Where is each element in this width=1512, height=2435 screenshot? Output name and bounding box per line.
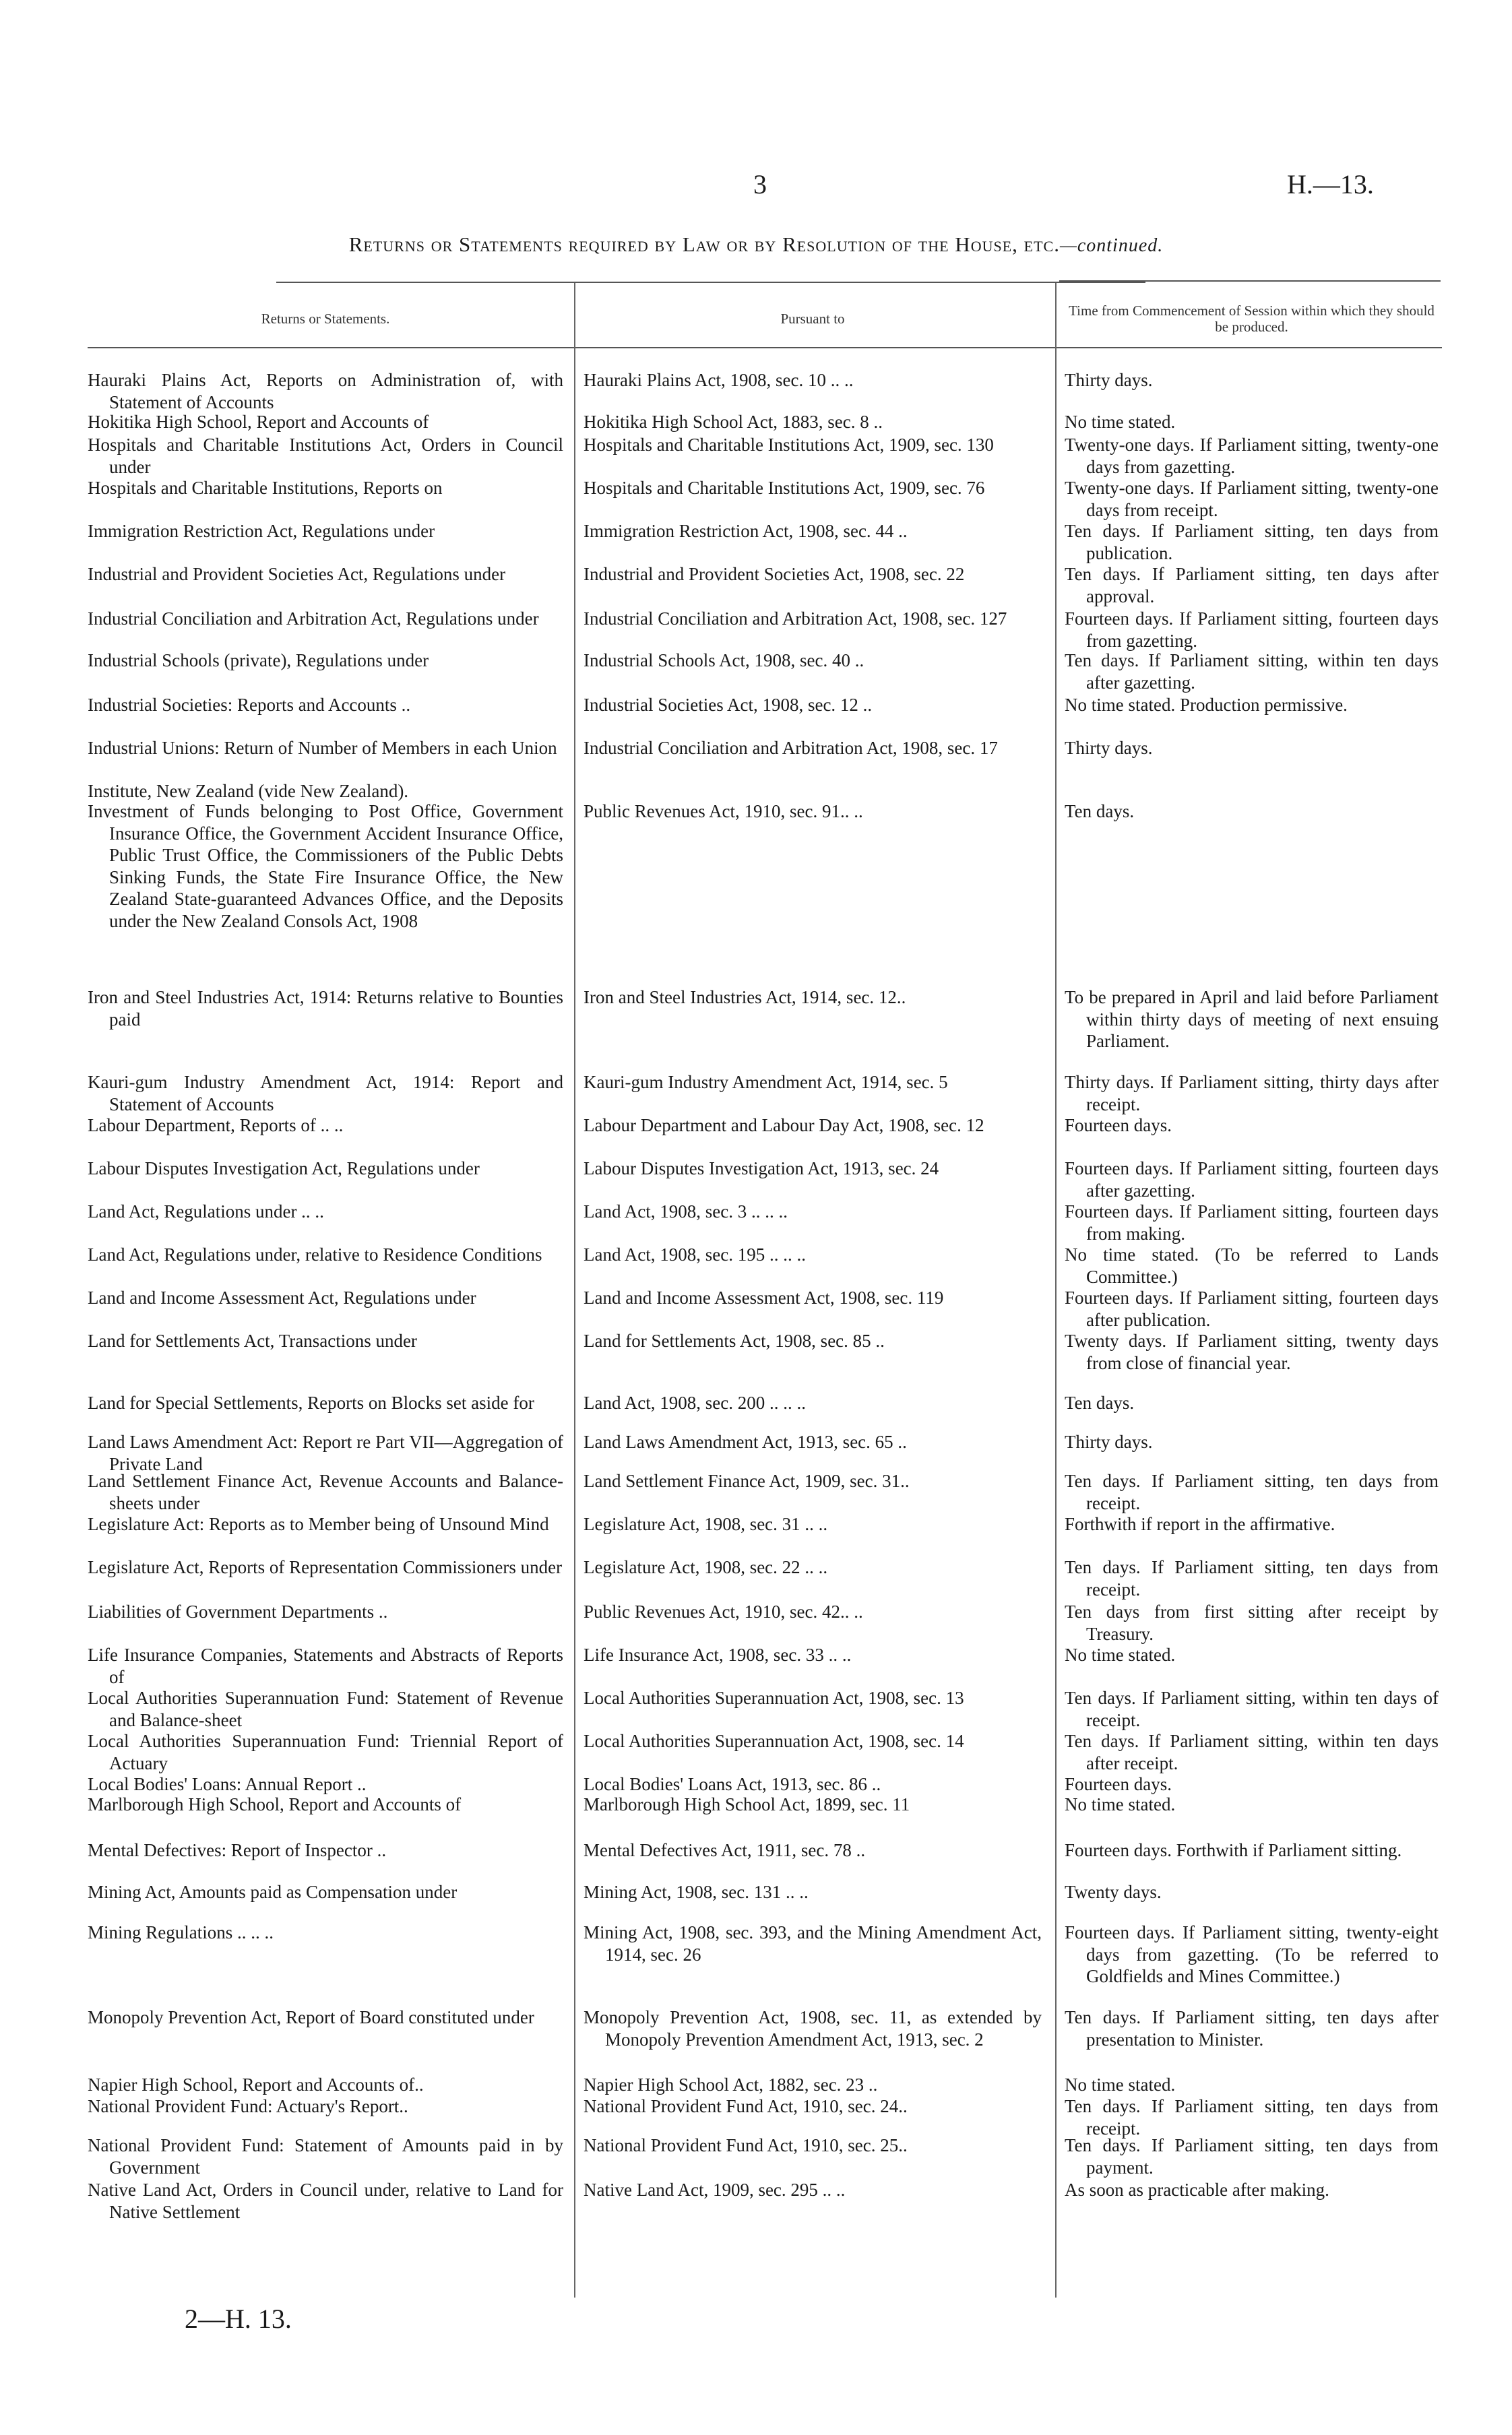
pursuant-cell-text: Local Authorities Superannuation Act, 1908, sec. 14 bbox=[584, 1731, 964, 1751]
time-cell bbox=[1065, 1730, 1443, 1774]
return-cell-text: Industrial Conciliation and Arbitration Act, Regulations under bbox=[88, 608, 539, 629]
pursuant-cell-text: Industrial Schools Act, 1908, sec. 40 .. bbox=[584, 650, 864, 670]
pursuant-cell bbox=[584, 1071, 1042, 1094]
column-header-returns: Returns or Statements. bbox=[261, 311, 390, 327]
header-bottom-rule bbox=[88, 347, 1442, 348]
return-cell-text: National Provident Fund: Statement of Amounts paid in by Government bbox=[88, 2135, 568, 2178]
pursuant-cell-text: Land Laws Amendment Act, 1913, sec. 65 .. bbox=[584, 1432, 907, 1452]
pursuant-cell-text: Industrial Conciliation and Arbitration Act, 1908, sec. 17 bbox=[584, 738, 998, 758]
return-cell bbox=[88, 1330, 563, 1352]
pursuant-cell bbox=[584, 1730, 1042, 1752]
pursuant-cell-text: Land Settlement Finance Act, 1909, sec. 31.. bbox=[584, 1471, 910, 1491]
pursuant-cell-text: Legislature Act, 1908, sec. 31 .. .. bbox=[584, 1514, 828, 1534]
time-cell bbox=[1065, 2074, 1439, 2096]
return-cell bbox=[88, 1114, 563, 1137]
pursuant-cell-text: Legislature Act, 1908, sec. 22 .. .. bbox=[584, 1557, 828, 1577]
pursuant-cell bbox=[584, 1556, 1042, 1579]
time-cell-text: Ten days. If Parliament sitting, ten days after presentation to Minister. bbox=[1065, 2007, 1443, 2050]
column-header-pursuant: Pursuant to bbox=[780, 311, 845, 327]
time-cell bbox=[1065, 1158, 1443, 1201]
return-cell bbox=[88, 1794, 563, 1816]
return-cell bbox=[88, 1244, 563, 1266]
time-cell-text: Fourteen days. bbox=[1065, 1774, 1172, 1794]
pursuant-cell-text: Local Authorities Superannuation Act, 1908, sec. 13 bbox=[584, 1688, 964, 1708]
pursuant-cell-text: Napier High School Act, 1882, sec. 23 .. bbox=[584, 2075, 878, 2095]
pursuant-cell bbox=[584, 986, 1042, 1009]
pursuant-cell-text: Industrial and Provident Societies Act, 1908, sec. 22 bbox=[584, 564, 965, 584]
time-cell-text: Thirty days. bbox=[1065, 1432, 1153, 1452]
return-cell bbox=[88, 2179, 568, 2223]
return-cell bbox=[88, 1839, 563, 1862]
time-cell bbox=[1065, 2134, 1443, 2178]
return-cell bbox=[88, 477, 563, 499]
return-cell-text: Hauraki Plains Act, Reports on Administration of, with Statement of Accounts bbox=[88, 370, 568, 412]
return-cell-text: Hospitals and Charitable Institutions, Reports on bbox=[88, 478, 443, 498]
pursuant-cell bbox=[584, 1392, 1042, 1414]
return-cell-text: Kauri-gum Industry Amendment Act, 1914: Report and Statement of Accounts bbox=[88, 1072, 568, 1114]
return-cell-text: Mining Act, Amounts paid as Compensation under bbox=[88, 1882, 458, 1902]
return-cell bbox=[88, 694, 563, 716]
return-cell-text: Hospitals and Charitable Institutions Act, Orders in Council under bbox=[88, 435, 568, 477]
return-cell bbox=[88, 1513, 563, 1536]
return-cell-text: Hokitika High School, Report and Accounts of bbox=[88, 412, 429, 432]
return-cell bbox=[88, 1071, 568, 1115]
return-cell-text: Marlborough High School, Report and Accounts of bbox=[88, 1794, 462, 1814]
pursuant-cell-text: Land for Settlements Act, 1908, sec. 85 .. bbox=[584, 1331, 885, 1351]
pursuant-cell-text: Iron and Steel Industries Act, 1914, sec. 12.. bbox=[584, 987, 906, 1007]
time-cell-text: Ten days. If Parliament sitting, ten days from receipt. bbox=[1065, 1557, 1443, 1600]
pursuant-cell bbox=[584, 1114, 1042, 1137]
time-cell-text: Ten days. If Parliament sitting, ten days from payment. bbox=[1065, 2135, 1443, 2178]
return-cell-text: Land for Settlements Act, Transactions under bbox=[88, 1331, 417, 1351]
pursuant-cell-text: Mining Act, 1908, sec. 131 .. .. bbox=[584, 1882, 809, 1902]
pursuant-cell bbox=[584, 1687, 1042, 1709]
pursuant-cell-text: Hospitals and Charitable Institutions Act, 1909, sec. 130 bbox=[584, 435, 994, 455]
time-cell bbox=[1065, 1839, 1439, 1862]
return-cell-text: Native Land Act, Orders in Council under, relative to Land for Native Settlement bbox=[88, 2180, 568, 2222]
pursuant-cell bbox=[584, 520, 1042, 542]
return-cell bbox=[88, 1730, 567, 1774]
column-header-time: Time from Commencement of Session within which they should be produced. bbox=[1069, 303, 1435, 335]
time-cell-text: Twenty days. bbox=[1065, 1882, 1162, 1902]
column-divider-1 bbox=[574, 283, 575, 2298]
time-cell-text: No time stated. (To be referred to Lands Committee.) bbox=[1065, 1244, 1443, 1287]
pursuant-cell bbox=[584, 434, 1042, 456]
return-cell bbox=[88, 780, 563, 802]
time-cell bbox=[1065, 1244, 1443, 1288]
return-cell-text: Life Insurance Companies, Statements and Abstracts of Reports of bbox=[88, 1645, 568, 1687]
return-cell-text: Napier High School, Report and Accounts of.. bbox=[88, 2075, 424, 2095]
time-cell bbox=[1065, 1794, 1439, 1816]
time-cell-text: No time stated. bbox=[1065, 2075, 1176, 2095]
time-cell bbox=[1065, 1922, 1443, 1988]
pursuant-cell bbox=[584, 1773, 1042, 1796]
time-cell bbox=[1065, 650, 1443, 693]
return-cell bbox=[88, 608, 563, 630]
time-cell bbox=[1065, 563, 1443, 607]
return-cell-text: Legislature Act: Reports as to Member being of Unsound Mind bbox=[88, 1514, 549, 1534]
time-cell-text: Twenty-one days. If Parliament sitting, twenty-one days from receipt. bbox=[1065, 478, 1443, 520]
pursuant-cell-text: National Provident Fund Act, 1910, sec. 25.. bbox=[584, 2135, 908, 2155]
pursuant-cell bbox=[584, 650, 1042, 672]
time-cell-text: No time stated. Production permissive. bbox=[1065, 695, 1348, 715]
time-cell bbox=[1065, 1601, 1443, 1645]
pursuant-cell bbox=[584, 2179, 1042, 2201]
time-cell-text: Ten days. If Parliament sitting, within ten days after receipt. bbox=[1065, 1731, 1443, 1773]
return-cell bbox=[88, 1392, 563, 1414]
return-cell-text: Local Bodies' Loans: Annual Report .. bbox=[88, 1774, 367, 1794]
header-top-rule bbox=[276, 282, 1145, 283]
pursuant-cell-text: Marlborough High School Act, 1899, sec. 11 bbox=[584, 1794, 910, 1814]
pursuant-cell bbox=[584, 1794, 1042, 1816]
time-cell bbox=[1065, 800, 1439, 823]
time-cell bbox=[1065, 411, 1439, 433]
time-cell-text: Ten days. bbox=[1065, 801, 1135, 821]
time-cell bbox=[1065, 608, 1443, 652]
return-cell-text: Industrial Societies: Reports and Accounts .. bbox=[88, 695, 411, 715]
time-cell-text: Twenty-one days. If Parliament sitting, twenty-one days from gazetting. bbox=[1065, 435, 1443, 477]
time-cell-text: Fourteen days. If Parliament sitting, fourteen days from gazetting. bbox=[1065, 608, 1443, 651]
time-cell bbox=[1065, 2179, 1439, 2201]
time-cell-text: Ten days. If Parliament sitting, ten days from publication. bbox=[1065, 521, 1443, 563]
return-cell bbox=[88, 1601, 563, 1623]
time-cell-text: Ten days. If Parliament sitting, within ten days of receipt. bbox=[1065, 1688, 1443, 1730]
time-cell-text: Fourteen days. If Parliament sitting, fourteen days after gazetting. bbox=[1065, 1158, 1443, 1201]
pursuant-cell bbox=[584, 1470, 1042, 1492]
pursuant-cell bbox=[584, 2006, 1046, 2050]
pursuant-cell bbox=[584, 694, 1042, 716]
return-cell-text: Iron and Steel Industries Act, 1914: Returns relative to Bounties paid bbox=[88, 987, 568, 1030]
time-cell bbox=[1065, 1071, 1443, 1115]
return-cell bbox=[88, 650, 563, 672]
time-cell bbox=[1065, 2095, 1443, 2139]
pursuant-cell-text: Local Bodies' Loans Act, 1913, sec. 86 .. bbox=[584, 1774, 881, 1794]
title-continued: —continued. bbox=[1059, 235, 1164, 256]
pursuant-cell bbox=[584, 1158, 1042, 1180]
time-cell-text: Thirty days. bbox=[1065, 370, 1153, 390]
time-cell bbox=[1065, 1556, 1443, 1600]
pursuant-cell-text: Land Act, 1908, sec. 3 .. .. .. bbox=[584, 1201, 788, 1222]
page-number: 3 bbox=[753, 169, 767, 199]
return-cell bbox=[88, 563, 563, 586]
return-cell-text: Institute, New Zealand (vide New Zealand). bbox=[88, 781, 409, 801]
time-cell-text: To be prepared in April and laid before Parliament within thirty days of meeting of next ensuing Parliament. bbox=[1065, 987, 1443, 1051]
return-cell-text: Liabilities of Government Departments .. bbox=[88, 1602, 388, 1622]
return-cell-text: Land Act, Regulations under .. .. bbox=[88, 1201, 324, 1222]
pursuant-cell bbox=[584, 369, 1042, 391]
return-cell bbox=[88, 434, 568, 478]
pursuant-cell bbox=[584, 1922, 1046, 1965]
return-cell bbox=[88, 411, 563, 433]
header-top-rule-right bbox=[1059, 280, 1441, 282]
time-cell-text: No time stated. bbox=[1065, 1794, 1176, 1814]
return-cell-text: Land and Income Assessment Act, Regulations under bbox=[88, 1288, 476, 1308]
time-cell-text: Fourteen days. If Parliament sitting, fourteen days after publication. bbox=[1065, 1288, 1443, 1330]
time-cell bbox=[1065, 434, 1443, 478]
time-cell bbox=[1065, 1881, 1439, 1903]
time-cell-text: Fourteen days. If Parliament sitting, fourteen days from making. bbox=[1065, 1201, 1443, 1244]
time-cell bbox=[1065, 1513, 1439, 1536]
time-cell bbox=[1065, 1287, 1443, 1331]
time-cell bbox=[1065, 1773, 1439, 1796]
return-cell bbox=[88, 1431, 568, 1475]
return-cell-text: Industrial Schools (private), Regulations under bbox=[88, 650, 429, 670]
time-cell-text: Ten days from first sitting after receipt by Treasury. bbox=[1065, 1602, 1443, 1644]
time-cell-text: Twenty days. If Parliament sitting, twenty days from close of financial year. bbox=[1065, 1331, 1443, 1373]
pursuant-cell-text: Monopoly Prevention Act, 1908, sec. 11, as extended by Monopoly Prevention Amendment Act, 1913, sec. 2 bbox=[584, 2007, 1046, 2050]
pursuant-cell-text: Industrial Societies Act, 1908, sec. 12 .. bbox=[584, 695, 873, 715]
pursuant-cell bbox=[584, 2095, 1042, 2118]
return-cell bbox=[88, 2006, 563, 2029]
pursuant-cell bbox=[584, 1244, 1042, 1266]
pursuant-cell bbox=[584, 1881, 1042, 1903]
pursuant-cell bbox=[584, 1839, 1042, 1862]
time-cell-text: Ten days. bbox=[1065, 1393, 1135, 1413]
pursuant-cell-text: Hauraki Plains Act, 1908, sec. 10 .. .. bbox=[584, 370, 854, 390]
pursuant-cell bbox=[584, 1330, 1042, 1352]
time-cell bbox=[1065, 1431, 1439, 1453]
return-cell-text: Land Laws Amendment Act: Report re Part VII—Aggregation of Private Land bbox=[88, 1432, 568, 1474]
return-cell bbox=[88, 1773, 563, 1796]
pursuant-cell bbox=[584, 2134, 1042, 2157]
return-cell-text: Investment of Funds belonging to Post Office, Government Insurance Office, the Government Accident Insurance Office, Public Trust Office, the Commissioners of the Public Debts Sinking Funds, the State Fire Insurance Office, the New Zealand State-guaranteed Advances Office, and the Deposits under the New Zealand Consols Act, 1908 bbox=[88, 801, 568, 931]
pursuant-cell-text: Hokitika High School Act, 1883, sec. 8 .. bbox=[584, 412, 883, 432]
table-title bbox=[0, 232, 1512, 257]
return-cell bbox=[88, 1687, 568, 1731]
pursuant-cell-text: Mental Defectives Act, 1911, sec. 78 .. bbox=[584, 1840, 866, 1860]
return-cell-text: Industrial and Provident Societies Act, Regulations under bbox=[88, 564, 506, 584]
return-cell bbox=[88, 1158, 563, 1180]
document-reference: H.—13. bbox=[1287, 169, 1374, 199]
return-cell-text: Immigration Restriction Act, Regulations under bbox=[88, 521, 435, 541]
return-cell-text: Labour Department, Reports of .. .. bbox=[88, 1115, 344, 1135]
pursuant-cell bbox=[584, 1513, 1042, 1536]
return-cell bbox=[88, 1644, 568, 1688]
time-cell bbox=[1065, 986, 1443, 1052]
pursuant-cell bbox=[584, 563, 1042, 586]
pursuant-cell bbox=[584, 477, 1042, 499]
pursuant-cell-text: Labour Disputes Investigation Act, 1913, sec. 24 bbox=[584, 1158, 939, 1178]
return-cell-text: Land for Special Settlements, Reports on Blocks set aside for bbox=[88, 1393, 534, 1413]
pursuant-cell-text: Mining Act, 1908, sec. 393, and the Mining Amendment Act, 1914, sec. 26 bbox=[584, 1922, 1046, 1965]
return-cell-text: Industrial Unions: Return of Number of Members in each Union bbox=[88, 738, 557, 758]
pursuant-cell-text: Land Act, 1908, sec. 195 .. .. .. bbox=[584, 1244, 806, 1265]
column-divider-2 bbox=[1055, 283, 1057, 2298]
pursuant-cell bbox=[584, 2074, 1042, 2096]
time-cell-text: Ten days. If Parliament sitting, ten days from receipt. bbox=[1065, 1471, 1443, 1513]
pursuant-cell bbox=[584, 1644, 1042, 1666]
pursuant-cell bbox=[584, 1601, 1042, 1623]
pursuant-cell-text: Land Act, 1908, sec. 200 .. .. .. bbox=[584, 1393, 806, 1413]
time-cell bbox=[1065, 694, 1439, 716]
time-cell bbox=[1065, 1644, 1439, 1666]
time-cell bbox=[1065, 1687, 1443, 1731]
time-cell bbox=[1065, 737, 1439, 759]
time-cell-text: Thirty days. bbox=[1065, 738, 1153, 758]
return-cell bbox=[88, 2095, 563, 2118]
time-cell bbox=[1065, 1470, 1443, 1514]
pursuant-cell-text: National Provident Fund Act, 1910, sec. 24.. bbox=[584, 2096, 908, 2116]
pursuant-cell-text: Land and Income Assessment Act, 1908, sec. 119 bbox=[584, 1288, 944, 1308]
page-footer: 2—H. 13. bbox=[185, 2304, 292, 2334]
title-main: Returns or Statements required by Law or by Resolution of the House, etc. bbox=[348, 232, 1060, 256]
time-cell-text: Ten days. If Parliament sitting, within ten days after gazetting. bbox=[1065, 650, 1443, 693]
return-cell bbox=[88, 986, 568, 1030]
return-cell bbox=[88, 1922, 563, 1944]
pursuant-cell bbox=[584, 800, 1042, 823]
return-cell-text: Local Authorities Superannuation Fund: Statement of Revenue and Balance-sheet bbox=[88, 1688, 568, 1730]
return-cell-text: Mental Defectives: Report of Inspector .. bbox=[88, 1840, 387, 1860]
pursuant-cell-text: Public Revenues Act, 1910, sec. 91.. .. bbox=[584, 801, 863, 821]
time-cell-text: No time stated. bbox=[1065, 1645, 1176, 1665]
pursuant-cell-text: Industrial Conciliation and Arbitration Act, 1908, sec. 127 bbox=[584, 608, 1007, 629]
pursuant-cell-text: Kauri-gum Industry Amendment Act, 1914, sec. 5 bbox=[584, 1072, 948, 1092]
time-cell bbox=[1065, 1392, 1439, 1414]
pursuant-cell bbox=[584, 1431, 1042, 1453]
return-cell-text: Mining Regulations .. .. .. bbox=[88, 1922, 274, 1942]
time-cell bbox=[1065, 2006, 1443, 2050]
time-cell-text: Fourteen days. bbox=[1065, 1115, 1172, 1135]
time-cell bbox=[1065, 1201, 1443, 1244]
return-cell-text: Monopoly Prevention Act, Report of Board constituted under bbox=[88, 2007, 534, 2027]
time-cell-text: Forthwith if report in the affirmative. bbox=[1065, 1514, 1335, 1534]
return-cell bbox=[88, 1470, 563, 1514]
pursuant-cell bbox=[584, 737, 1042, 759]
time-cell-text: No time stated. bbox=[1065, 412, 1176, 432]
return-cell-text: Legislature Act, Reports of Representation Commissioners under bbox=[88, 1557, 563, 1577]
time-cell-text: Thirty days. If Parliament sitting, thirty days after receipt. bbox=[1065, 1072, 1443, 1114]
return-cell-text: Land Act, Regulations under, relative to Residence Conditions bbox=[88, 1244, 542, 1265]
return-cell bbox=[88, 369, 568, 413]
time-cell-text: Ten days. If Parliament sitting, ten days after approval. bbox=[1065, 564, 1443, 606]
return-cell-text: National Provident Fund: Actuary's Report.. bbox=[88, 2096, 408, 2116]
return-cell-text: Labour Disputes Investigation Act, Regulations under bbox=[88, 1158, 480, 1178]
return-cell bbox=[88, 2134, 568, 2178]
time-cell bbox=[1065, 477, 1443, 521]
time-cell bbox=[1065, 1330, 1443, 1374]
return-cell bbox=[88, 520, 563, 542]
return-cell bbox=[88, 1287, 563, 1309]
time-cell-text: Ten days. If Parliament sitting, ten days from receipt. bbox=[1065, 2096, 1443, 2139]
pursuant-cell-text: Hospitals and Charitable Institutions Act, 1909, sec. 76 bbox=[584, 478, 985, 498]
time-cell-text: Fourteen days. If Parliament sitting, twenty-eight days from gazetting. (To be referred to Goldfields and Mines Committee.) bbox=[1065, 1922, 1443, 1986]
return-cell-text: Local Authorities Superannuation Fund: Triennial Report of Actuary bbox=[88, 1731, 567, 1773]
pursuant-cell bbox=[584, 608, 1042, 630]
return-cell bbox=[88, 2074, 563, 2096]
time-cell-text: Fourteen days. Forthwith if Parliament sitting. bbox=[1065, 1840, 1402, 1860]
pursuant-cell-text: Native Land Act, 1909, sec. 295 .. .. bbox=[584, 2180, 846, 2200]
time-cell-text: As soon as practicable after making. bbox=[1065, 2180, 1329, 2200]
time-cell bbox=[1065, 1114, 1439, 1137]
return-cell bbox=[88, 1881, 563, 1903]
pursuant-cell-text: Labour Department and Labour Day Act, 1908, sec. 12 bbox=[584, 1115, 984, 1135]
time-cell bbox=[1065, 369, 1439, 391]
return-cell bbox=[88, 1201, 563, 1223]
pursuant-cell bbox=[584, 1287, 1042, 1309]
pursuant-cell-text: Immigration Restriction Act, 1908, sec. 44 .. bbox=[584, 521, 908, 541]
pursuant-cell bbox=[584, 411, 1042, 433]
pursuant-cell-text: Life Insurance Act, 1908, sec. 33 .. .. bbox=[584, 1645, 852, 1665]
pursuant-cell bbox=[584, 1201, 1042, 1223]
time-cell bbox=[1065, 520, 1443, 564]
return-cell bbox=[88, 737, 563, 759]
return-cell-text: Land Settlement Finance Act, Revenue Accounts and Balance-sheets under bbox=[88, 1471, 563, 1513]
pursuant-cell-text: Public Revenues Act, 1910, sec. 42.. .. bbox=[584, 1602, 863, 1622]
return-cell bbox=[88, 800, 568, 932]
return-cell bbox=[88, 1556, 563, 1579]
